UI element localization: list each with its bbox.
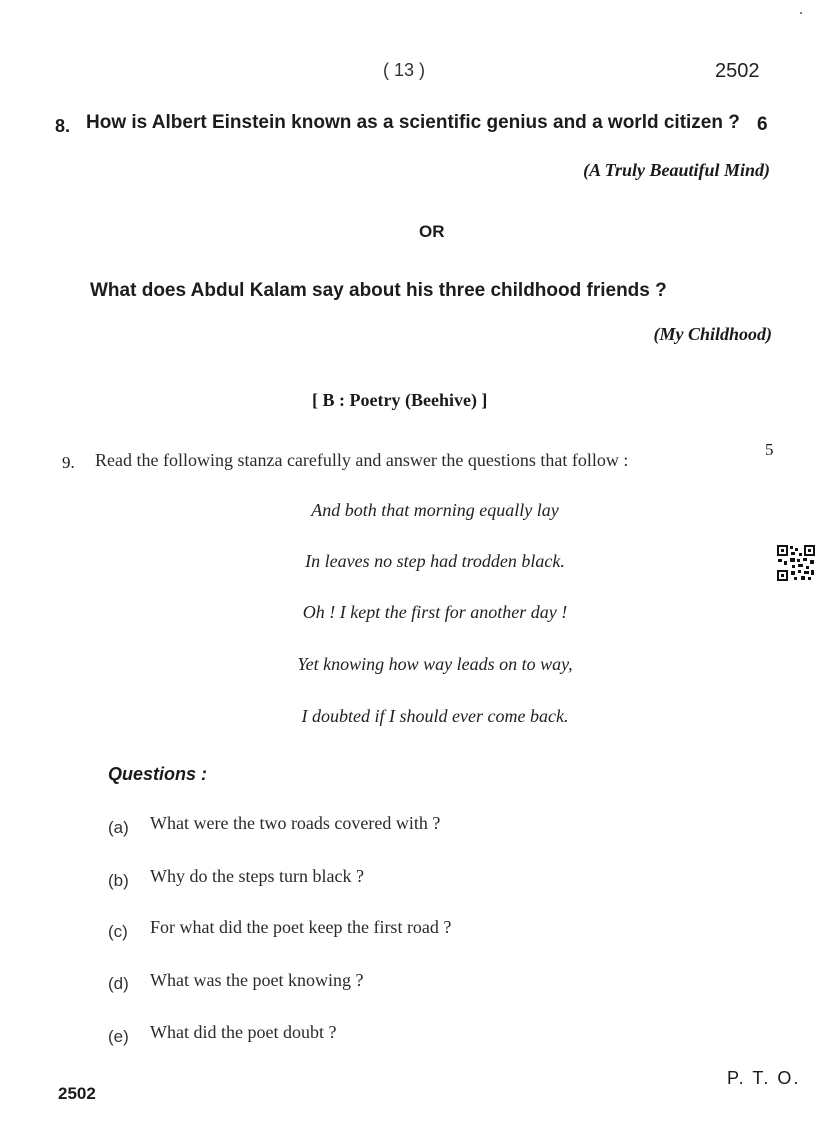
scan-dot [800, 12, 802, 14]
q9-text: Read the following stanza carefully and answer the questions that follow : [95, 450, 629, 470]
sub-question-label: (b) [108, 871, 129, 890]
or-separator: OR [419, 222, 445, 241]
sub-question-label: (a) [108, 818, 129, 837]
sub-question-text: What did the poet doubt ? [150, 1022, 337, 1042]
stanza-line: And both that morning equally lay [311, 500, 559, 520]
stanza-line: I doubted if I should ever come back. [301, 706, 569, 726]
stanza-line: Oh ! I kept the first for another day ! [302, 602, 568, 622]
stanza-line: Yet knowing how way leads on to way, [297, 654, 573, 674]
q9-marks: 5 [765, 440, 774, 459]
sub-question-label: (d) [108, 974, 129, 993]
questions-heading: Questions : [108, 764, 208, 784]
q8-alt-text: What does Abdul Kalam say about his three childhood friends ? [90, 280, 667, 301]
page-number: ( 13 ) [383, 60, 426, 80]
q8-alt-source: (My Childhood) [653, 324, 772, 344]
sub-question-text: Why do the steps turn black ? [150, 866, 364, 886]
q9-number: 9. [62, 453, 75, 472]
pto-label: P. T. O. [727, 1068, 801, 1088]
sub-question-text: What were the two roads covered with ? [150, 813, 441, 833]
paper-code-bottom: 2502 [58, 1084, 96, 1103]
sub-question-text: For what did the poet keep the first road ? [150, 917, 452, 937]
paper-code-top: 2502 [715, 60, 760, 82]
q8-number: 8. [55, 116, 71, 136]
stanza-line: In leaves no step had trodden black. [305, 551, 565, 571]
q8-source: (A Truly Beautiful Mind) [583, 160, 770, 180]
q8-marks: 6 [757, 114, 768, 135]
sub-question-label: (e) [108, 1027, 129, 1046]
sub-question-text: What was the poet knowing ? [150, 970, 364, 990]
qr-code-icon [776, 544, 816, 582]
section-title: [ B : Poetry (Beehive) ] [312, 390, 488, 410]
q8-text: How is Albert Einstein known as a scientific genius and a world citizen ? [86, 112, 740, 133]
sub-question-label: (c) [108, 922, 128, 941]
